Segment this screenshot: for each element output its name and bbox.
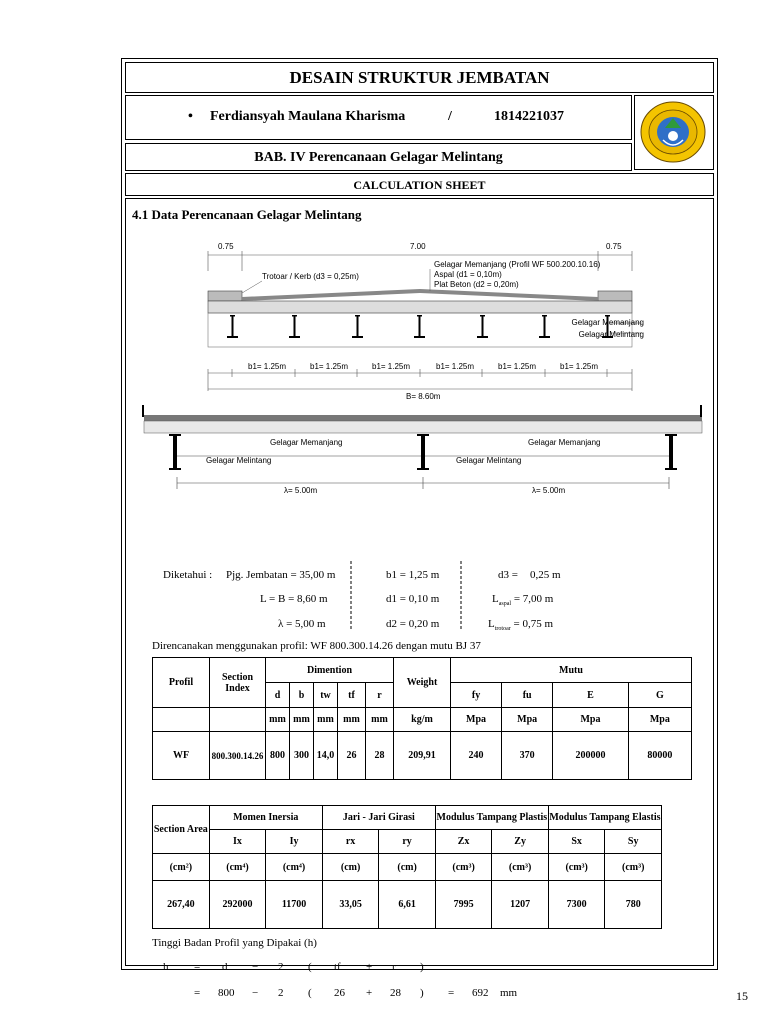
known-d3-value: 0,25 m bbox=[530, 569, 561, 581]
unit-tw: mm bbox=[314, 708, 338, 732]
calc2-eq: = bbox=[194, 987, 201, 999]
calc-lparen: ( bbox=[308, 961, 312, 973]
calc-d: d bbox=[222, 961, 228, 973]
long-gl-label-2: Gelagar Melintang bbox=[456, 456, 522, 465]
unit-fu: Mpa bbox=[502, 708, 553, 732]
dim-left-label: 0.75 bbox=[218, 242, 234, 251]
aspal-label: Aspal (d1 = 0,10m) bbox=[434, 270, 502, 279]
section-properties-table bbox=[152, 805, 662, 929]
long-lambda-1: λ= 5.00m bbox=[284, 486, 318, 495]
unit-weight: kg/m bbox=[394, 708, 451, 732]
long-section-drawing bbox=[140, 401, 706, 496]
unit-iy: (cm⁴) bbox=[266, 854, 323, 881]
unit-rx: (cm) bbox=[322, 854, 379, 881]
th-fy: fy bbox=[451, 683, 502, 708]
th-e: E bbox=[553, 683, 628, 708]
page-frame bbox=[121, 58, 718, 999]
th-section-index: Section Index bbox=[210, 658, 266, 708]
cell-fy: 240 bbox=[451, 732, 502, 780]
th-mod-elastis: Modulus Tampang Elastis bbox=[548, 806, 661, 830]
cell-g: 80000 bbox=[628, 732, 691, 780]
cell-r: 28 bbox=[366, 732, 394, 780]
th-tw: tw bbox=[314, 683, 338, 708]
main-content bbox=[125, 198, 714, 999]
th-tf: tf bbox=[338, 683, 366, 708]
th-sx: Sx bbox=[548, 830, 605, 854]
table-row bbox=[153, 881, 662, 929]
cell-fu: 370 bbox=[502, 732, 553, 780]
known-laspal: $L_{aspal} = 7,00$ m bbox=[492, 593, 554, 608]
page-title: DESAIN STRUKTUR JEMBATAN bbox=[125, 62, 714, 93]
cell-ix: 292000 bbox=[209, 881, 266, 929]
unit-tf: mm bbox=[338, 708, 366, 732]
calc-tf: tf bbox=[334, 961, 341, 973]
unit-zx: (cm³) bbox=[435, 854, 492, 881]
spacing-3: b1= 1.25m bbox=[372, 362, 411, 371]
calc2-28: 28 bbox=[390, 987, 401, 999]
calc2-minus: − bbox=[252, 987, 259, 999]
th-rx: rx bbox=[322, 830, 379, 854]
th-ix: Ix bbox=[209, 830, 266, 854]
th-mutu: Mutu bbox=[451, 658, 692, 683]
total-width-label: B= 8.60m bbox=[406, 392, 441, 401]
cross-section-drawing bbox=[202, 241, 647, 403]
calc2-lparen: ( bbox=[308, 987, 312, 999]
th-r: r bbox=[366, 683, 394, 708]
known-lambda: λ = 5,00 m bbox=[278, 618, 326, 630]
long-lambda-2: λ= 5.00m bbox=[532, 486, 566, 495]
calc-heading: Tinggi Badan Profil yang Dipakai (h) bbox=[152, 937, 317, 949]
known-d1: d1 = 0,10 m bbox=[386, 593, 440, 605]
known-divider-1 bbox=[350, 561, 352, 631]
unit-sy: (cm³) bbox=[605, 854, 662, 881]
cell-tf: 26 bbox=[338, 732, 366, 780]
section-title: 4.1 Data Perencanaan Gelagar Melintang bbox=[132, 207, 362, 222]
th-zx: Zx bbox=[435, 830, 492, 854]
known-d2: d2 = 0,20 m bbox=[386, 618, 440, 630]
th-g: G bbox=[628, 683, 691, 708]
spacing-4: b1= 1.25m bbox=[436, 362, 475, 371]
calc2-eq2: = bbox=[448, 987, 455, 999]
known-d3: d3 = bbox=[498, 569, 518, 581]
calc-r: r bbox=[392, 961, 396, 973]
author-separator: / bbox=[448, 109, 452, 124]
profile-line: Direncanakan menggunakan profil: WF 800.300.14.26 dengan mutu BJ 37 bbox=[152, 640, 481, 652]
th-fu: fu bbox=[502, 683, 553, 708]
author-name: Ferdiansyah Maulana Kharisma bbox=[210, 109, 406, 124]
gm-profile-label: Gelagar Memanjang (Profil WF 500.200.10.16) bbox=[434, 260, 601, 269]
gm-label: Gelagar Memanjang bbox=[571, 318, 644, 327]
known-label: Diketahui : bbox=[163, 569, 213, 581]
university-logo bbox=[634, 95, 714, 170]
unit-g: Mpa bbox=[628, 708, 691, 732]
th-momen: Momen Inersia bbox=[209, 806, 322, 830]
spacing-6: b1= 1.25m bbox=[560, 362, 599, 371]
calc2-result: 692 bbox=[472, 987, 489, 999]
page-number: 15 bbox=[736, 989, 748, 1003]
cell-rx: 33,05 bbox=[322, 881, 379, 929]
cell-profil: WF bbox=[153, 732, 210, 780]
th-jari: Jari - Jari Girasi bbox=[322, 806, 435, 830]
chapter-heading: BAB. IV Perencanaan Gelagar Melintang bbox=[125, 143, 632, 171]
unit-sx: (cm³) bbox=[548, 854, 605, 881]
th-weight: Weight bbox=[394, 658, 451, 708]
cell-iy: 11700 bbox=[266, 881, 323, 929]
cell-d: 800 bbox=[266, 732, 290, 780]
known-lb: L = B = 8,60 m bbox=[260, 593, 328, 605]
th-profil: Profil bbox=[153, 658, 210, 708]
gl-label: Gelagar Melintang bbox=[578, 330, 644, 339]
long-gl-label-1: Gelagar Melintang bbox=[206, 456, 272, 465]
calc2-rparen: ) bbox=[420, 987, 424, 999]
calc-h: h bbox=[163, 961, 169, 973]
th-b: b bbox=[290, 683, 314, 708]
calc2-800: 800 bbox=[218, 987, 235, 999]
calc-minus: − bbox=[252, 961, 259, 973]
cell-index: 800.300.14.26 bbox=[210, 732, 266, 780]
cell-zy: 1207 bbox=[492, 881, 549, 929]
spacing-1: b1= 1.25m bbox=[248, 362, 287, 371]
unit-area: (cm²) bbox=[153, 854, 210, 881]
cell-sy: 780 bbox=[605, 881, 662, 929]
th-zy: Zy bbox=[492, 830, 549, 854]
cell-tw: 14,0 bbox=[314, 732, 338, 780]
th-section-area: Section Area bbox=[153, 806, 210, 854]
student-id: 1814221037 bbox=[494, 109, 564, 124]
calc2-unit: mm bbox=[500, 987, 518, 999]
dim-mid-label: 7.00 bbox=[410, 242, 426, 251]
th-mod-plastis: Modulus Tampang Plastis bbox=[435, 806, 548, 830]
profile-table bbox=[152, 657, 692, 780]
known-divider-2 bbox=[460, 561, 462, 631]
calc-rparen: ) bbox=[420, 961, 424, 973]
calc2-plus: + bbox=[366, 987, 373, 999]
th-sy: Sy bbox=[605, 830, 662, 854]
unit-zy: (cm³) bbox=[492, 854, 549, 881]
known-pjg: Pjg. Jembatan = 35,00 m bbox=[226, 569, 336, 581]
spacing-5: b1= 1.25m bbox=[498, 362, 537, 371]
plat-label: Plat Beton (d2 = 0,20m) bbox=[434, 280, 519, 289]
author-box bbox=[125, 95, 632, 140]
university-seal-icon bbox=[635, 96, 712, 168]
cell-zx: 7995 bbox=[435, 881, 492, 929]
cell-sx: 7300 bbox=[548, 881, 605, 929]
th-d: d bbox=[266, 683, 290, 708]
sheet-label: CALCULATION SHEET bbox=[125, 173, 714, 196]
calc-two: 2 bbox=[278, 961, 284, 973]
table-row bbox=[153, 732, 692, 780]
long-gm-label-1: Gelagar Memanjang bbox=[270, 438, 343, 447]
cell-ry: 6,61 bbox=[379, 881, 435, 929]
calc2-two: 2 bbox=[278, 987, 284, 999]
calc-eq: = bbox=[194, 961, 201, 973]
cell-weight: 209,91 bbox=[394, 732, 451, 780]
trotoar-label: Trotoar / Kerb (d3 = 0,25m) bbox=[262, 272, 359, 281]
unit-ry: (cm) bbox=[379, 854, 435, 881]
calc2-26: 26 bbox=[334, 987, 345, 999]
cell-e: 200000 bbox=[553, 732, 628, 780]
dim-right-label: 0.75 bbox=[606, 242, 622, 251]
author-bullet: • bbox=[188, 109, 193, 124]
th-dimention: Dimention bbox=[266, 658, 394, 683]
spacing-2: b1= 1.25m bbox=[310, 362, 349, 371]
th-ry: ry bbox=[379, 830, 435, 854]
unit-fy: Mpa bbox=[451, 708, 502, 732]
th-iy: Iy bbox=[266, 830, 323, 854]
unit-d: mm bbox=[266, 708, 290, 732]
unit-b: mm bbox=[290, 708, 314, 732]
known-b1: b1 = 1,25 m bbox=[386, 569, 440, 581]
unit-e: Mpa bbox=[553, 708, 628, 732]
cell-b: 300 bbox=[290, 732, 314, 780]
cell-area: 267,40 bbox=[153, 881, 210, 929]
long-gm-label-2: Gelagar Memanjang bbox=[528, 438, 601, 447]
known-ltrotoar: $L_{trotoar} = 0,75$ m bbox=[488, 618, 553, 633]
unit-ix: (cm⁴) bbox=[209, 854, 266, 881]
unit-r: mm bbox=[366, 708, 394, 732]
calc-plus: + bbox=[366, 961, 373, 973]
